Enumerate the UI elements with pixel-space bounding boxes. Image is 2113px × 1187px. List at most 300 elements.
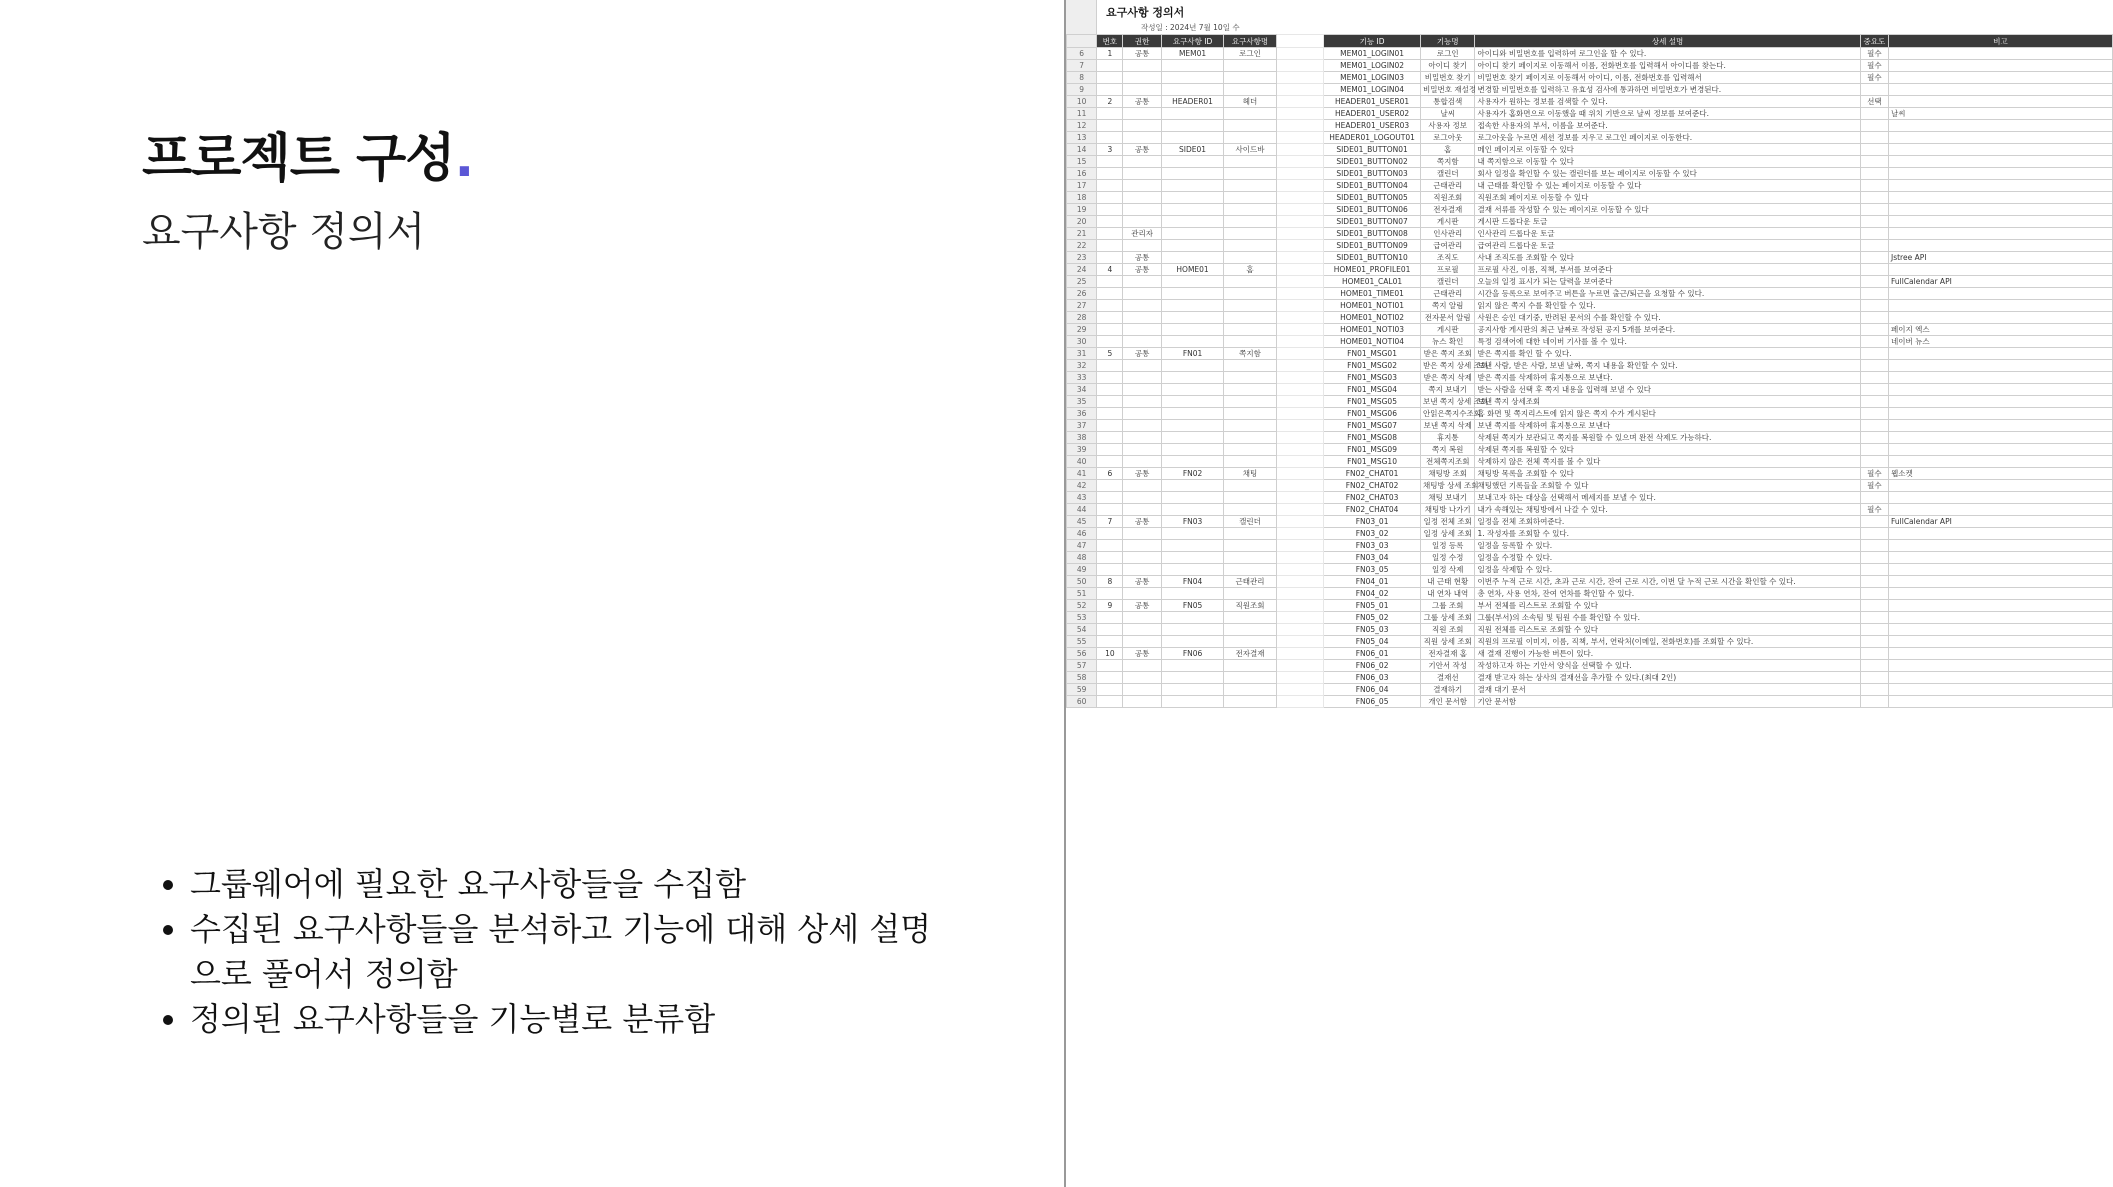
table-cell — [1161, 168, 1224, 180]
table-cell — [1889, 588, 2113, 600]
table-cell — [1860, 552, 1888, 564]
table-cell — [1161, 396, 1224, 408]
spacer-cell — [1276, 444, 1323, 456]
table-row — [1067, 252, 2113, 264]
table-cell — [1161, 360, 1224, 372]
table-cell: 공통 — [1123, 348, 1161, 360]
table-cell: 사용자가 홈화면으로 이동했을 때 위치 기반으로 날씨 정보를 보여준다. — [1475, 108, 1860, 120]
row-number-cell: 21 — [1067, 228, 1097, 240]
table-cell — [1860, 336, 1888, 348]
table-cell: Jstree API — [1889, 252, 2113, 264]
table-row — [1067, 432, 2113, 444]
table-cell — [1860, 108, 1888, 120]
table-row — [1067, 372, 2113, 384]
row-number-cell: 31 — [1067, 348, 1097, 360]
table-cell: FN03_01 — [1324, 516, 1421, 528]
table-cell: 직원의 프로필 이미지, 이름, 직책, 부서, 연락처(이메일, 전화번호)를 조회할 수 있다. — [1475, 636, 1860, 648]
spacer-cell — [1276, 120, 1323, 132]
column-header: 중요도 — [1860, 35, 1888, 48]
table-cell — [1097, 660, 1123, 672]
table-cell: HOME01_CAL01 — [1324, 276, 1421, 288]
table-cell: FN02_CHAT04 — [1324, 504, 1421, 516]
table-row — [1067, 228, 2113, 240]
row-number-cell: 36 — [1067, 408, 1097, 420]
table-cell — [1889, 120, 2113, 132]
table-cell — [1123, 192, 1161, 204]
table-cell: 받은 쪽지를 확인 할 수 있다. — [1475, 348, 1860, 360]
table-cell — [1161, 60, 1224, 72]
table-cell — [1123, 696, 1161, 708]
table-cell: FN06 — [1161, 648, 1224, 660]
table-cell — [1161, 528, 1224, 540]
table-cell — [1860, 276, 1888, 288]
table-cell — [1889, 696, 2113, 708]
table-cell: 보낸 쪽지를 삭제하여 휴지통으로 보낸다 — [1475, 420, 1860, 432]
table-cell — [1860, 228, 1888, 240]
table-cell — [1161, 552, 1224, 564]
spacer-cell — [1276, 408, 1323, 420]
table-cell: 뉴스 확인 — [1421, 336, 1475, 348]
row-number-cell: 11 — [1067, 108, 1097, 120]
table-cell — [1224, 636, 1276, 648]
table-cell: 쪽지 보내기 — [1421, 384, 1475, 396]
table-cell: 받은 쪽지 조회 — [1421, 348, 1475, 360]
table-cell — [1224, 192, 1276, 204]
row-number-cell: 37 — [1067, 420, 1097, 432]
table-cell — [1123, 672, 1161, 684]
table-row — [1067, 108, 2113, 120]
spacer-cell — [1276, 672, 1323, 684]
table-row — [1067, 336, 2113, 348]
row-number-cell: 44 — [1067, 504, 1097, 516]
table-cell — [1123, 564, 1161, 576]
row-number-cell: 53 — [1067, 612, 1097, 624]
row-number-cell: 43 — [1067, 492, 1097, 504]
table-cell — [1123, 312, 1161, 324]
table-cell: 7 — [1097, 516, 1123, 528]
table-cell — [1097, 672, 1123, 684]
table-cell — [1097, 192, 1123, 204]
table-row — [1067, 60, 2113, 72]
table-cell: 캘린더 — [1421, 168, 1475, 180]
spacer-cell — [1276, 288, 1323, 300]
table-cell: 10 — [1097, 648, 1123, 660]
table-cell — [1224, 444, 1276, 456]
table-cell — [1123, 636, 1161, 648]
row-number-cell: 17 — [1067, 180, 1097, 192]
table-cell — [1860, 120, 1888, 132]
spacer-cell — [1276, 456, 1323, 468]
table-header-row — [1067, 35, 2113, 48]
table-cell: FN01_MSG08 — [1324, 432, 1421, 444]
table-cell — [1889, 312, 2113, 324]
table-cell — [1097, 612, 1123, 624]
table-cell — [1860, 216, 1888, 228]
table-row — [1067, 456, 2113, 468]
table-cell — [1860, 300, 1888, 312]
table-row — [1067, 540, 2113, 552]
spacer-cell — [1276, 132, 1323, 144]
table-cell — [1097, 504, 1123, 516]
table-cell — [1889, 168, 2113, 180]
table-cell — [1097, 552, 1123, 564]
table-cell: 통합검색 — [1421, 96, 1475, 108]
table-cell — [1224, 684, 1276, 696]
row-number-cell: 42 — [1067, 480, 1097, 492]
table-cell — [1161, 108, 1224, 120]
table-row — [1067, 312, 2113, 324]
table-cell — [1161, 156, 1224, 168]
table-cell: 프로필 사진, 이름, 직책, 부서를 보여준다 — [1475, 264, 1860, 276]
table-cell: 보낸 쪽지 상세조회 — [1475, 396, 1860, 408]
table-cell — [1860, 516, 1888, 528]
table-cell — [1161, 492, 1224, 504]
table-cell: SIDE01_BUTTON03 — [1324, 168, 1421, 180]
table-cell — [1889, 684, 2113, 696]
table-cell — [1123, 84, 1161, 96]
table-cell — [1860, 492, 1888, 504]
table-cell — [1860, 600, 1888, 612]
table-cell — [1224, 360, 1276, 372]
row-number-cell: 40 — [1067, 456, 1097, 468]
table-cell: 직원 상세 조회 — [1421, 636, 1475, 648]
table-cell — [1097, 696, 1123, 708]
spacer-cell — [1276, 168, 1323, 180]
table-cell: 내 근태 현황 — [1421, 576, 1475, 588]
slide-subtitle: 요구사항 정의서 — [142, 209, 426, 256]
sheet-date: 작성일 : 2024년 7월 10일 수 — [1141, 23, 1240, 32]
spacer-cell — [1276, 276, 1323, 288]
table-cell — [1161, 300, 1224, 312]
table-cell — [1161, 588, 1224, 600]
table-row — [1067, 612, 2113, 624]
table-cell — [1161, 216, 1224, 228]
table-cell: 비밀번호 찾기 페이지로 이동해서 아이디, 이름, 전화번호를 입력해서 — [1475, 72, 1860, 84]
table-cell — [1161, 120, 1224, 132]
spacer-cell — [1276, 576, 1323, 588]
table-row — [1067, 516, 2113, 528]
table-cell — [1123, 420, 1161, 432]
table-cell: 내 근태를 확인할 수 있는 페이지로 이동할 수 있다 — [1475, 180, 1860, 192]
table-cell — [1889, 72, 2113, 84]
table-cell — [1889, 504, 2113, 516]
table-cell: 조직도 — [1421, 252, 1475, 264]
table-cell: 로그아웃을 누르면 세션 정보를 지우고 로그인 페이지로 이동한다. — [1475, 132, 1860, 144]
table-cell — [1889, 348, 2113, 360]
row-number-cell: 26 — [1067, 288, 1097, 300]
table-cell: 네이버 뉴스 — [1889, 336, 2113, 348]
table-cell: FN01_MSG04 — [1324, 384, 1421, 396]
table-cell: 채팅 — [1224, 468, 1276, 480]
table-cell: 로그아웃 — [1421, 132, 1475, 144]
table-cell — [1123, 624, 1161, 636]
table-cell: 결재 서류를 작성할 수 있는 페이지로 이동할 수 있다 — [1475, 204, 1860, 216]
table-cell: FN06_02 — [1324, 660, 1421, 672]
table-cell — [1224, 240, 1276, 252]
table-cell: 공지사항 게시판의 최근 날짜로 작성된 공지 5개를 보여준다. — [1475, 324, 1860, 336]
table-cell — [1097, 132, 1123, 144]
row-number-cell: 27 — [1067, 300, 1097, 312]
row-number-cell: 59 — [1067, 684, 1097, 696]
table-cell: 일정 상세 조회 — [1421, 528, 1475, 540]
table-cell — [1889, 288, 2113, 300]
table-row — [1067, 636, 2113, 648]
table-cell — [1123, 156, 1161, 168]
table-cell: 게시판 드롭다운 토글 — [1475, 216, 1860, 228]
table-cell: 보낸 쪽지 상세 조회 — [1421, 396, 1475, 408]
table-cell — [1097, 120, 1123, 132]
table-cell — [1097, 336, 1123, 348]
bullet-list — [160, 862, 940, 1042]
table-cell — [1224, 696, 1276, 708]
table-cell: MEM01 — [1161, 48, 1224, 60]
table-cell — [1161, 480, 1224, 492]
table-cell — [1224, 432, 1276, 444]
table-cell — [1224, 276, 1276, 288]
table-cell: 직원조회 페이지로 이동할 수 있다 — [1475, 192, 1860, 204]
table-cell: HEADER01 — [1161, 96, 1224, 108]
table-cell — [1889, 264, 2113, 276]
table-cell: 2 — [1097, 96, 1123, 108]
table-cell — [1161, 456, 1224, 468]
table-cell: FN03_05 — [1324, 564, 1421, 576]
table-cell: 채팅방 목록을 조회할 수 있다 — [1475, 468, 1860, 480]
table-row — [1067, 348, 2113, 360]
table-cell: 공통 — [1123, 600, 1161, 612]
row-number-cell: 10 — [1067, 96, 1097, 108]
row-number-cell: 35 — [1067, 396, 1097, 408]
table-cell — [1889, 240, 2113, 252]
table-cell: 개인 문서함 — [1421, 696, 1475, 708]
table-cell — [1161, 228, 1224, 240]
row-number-cell: 41 — [1067, 468, 1097, 480]
table-cell — [1224, 120, 1276, 132]
spacer-cell — [1276, 192, 1323, 204]
table-cell — [1860, 588, 1888, 600]
row-number-cell: 9 — [1067, 84, 1097, 96]
table-cell: 관리자 — [1123, 228, 1161, 240]
spacer-cell — [1276, 480, 1323, 492]
table-cell — [1224, 672, 1276, 684]
table-cell: 날씨 — [1889, 108, 2113, 120]
table-cell — [1889, 528, 2113, 540]
table-cell: 필수 — [1860, 504, 1888, 516]
table-cell — [1860, 396, 1888, 408]
table-cell: 받은 쪽지를 삭제하여 휴지통으로 보낸다. — [1475, 372, 1860, 384]
row-number-cell: 47 — [1067, 540, 1097, 552]
slide-title: 프로젝트 구성. — [142, 129, 474, 189]
table-cell — [1224, 660, 1276, 672]
table-cell: 채팅 보내기 — [1421, 492, 1475, 504]
table-cell: FN03_04 — [1324, 552, 1421, 564]
row-header-strip — [1066, 0, 1097, 34]
spacer-cell — [1276, 48, 1323, 60]
table-cell: SIDE01 — [1161, 144, 1224, 156]
table-cell: 전체쪽지조회 — [1421, 456, 1475, 468]
table-cell — [1161, 444, 1224, 456]
table-cell — [1860, 612, 1888, 624]
table-cell — [1161, 180, 1224, 192]
spacer-cell — [1276, 636, 1323, 648]
table-row — [1067, 384, 2113, 396]
table-row — [1067, 480, 2113, 492]
spacer-cell — [1276, 660, 1323, 672]
row-number-cell: 14 — [1067, 144, 1097, 156]
table-cell — [1224, 180, 1276, 192]
table-cell: 로그인 — [1224, 48, 1276, 60]
table-cell — [1123, 588, 1161, 600]
table-cell — [1860, 360, 1888, 372]
table-cell: 비밀번호 찾기 — [1421, 72, 1475, 84]
spacer-cell — [1276, 516, 1323, 528]
table-cell: 보내고자 하는 대상을 선택해서 메세지를 보낼 수 있다. — [1475, 492, 1860, 504]
spacer-cell — [1276, 528, 1323, 540]
table-cell: 결재하기 — [1421, 684, 1475, 696]
table-cell: 보낸 사람, 받은 사람, 보낸 날짜, 쪽지 내용을 확인할 수 있다. — [1475, 360, 1860, 372]
table-cell — [1224, 168, 1276, 180]
table-row — [1067, 564, 2113, 576]
spacer-cell — [1276, 324, 1323, 336]
table-cell — [1123, 276, 1161, 288]
table-cell: 이번주 누적 근로 시간, 초과 근로 시간, 잔여 근로 시간, 이번 달 누적 근로 시간을 확인할 수 있다. — [1475, 576, 1860, 588]
table-cell: 기안서 작성 — [1421, 660, 1475, 672]
table-cell: 사이드바 — [1224, 144, 1276, 156]
table-cell: SIDE01_BUTTON10 — [1324, 252, 1421, 264]
table-cell — [1889, 648, 2113, 660]
table-cell — [1224, 504, 1276, 516]
table-cell — [1224, 108, 1276, 120]
table-cell: 직원 전체를 리스트로 조회할 수 있다 — [1475, 624, 1860, 636]
table-cell — [1097, 420, 1123, 432]
table-cell — [1097, 288, 1123, 300]
table-row — [1067, 156, 2113, 168]
table-cell: SIDE01_BUTTON09 — [1324, 240, 1421, 252]
bullet-item: • 수집된 요구사항들을 분석하고 기능에 대해 상세 설명으로 풀어서 정의함 — [190, 907, 940, 997]
table-cell — [1097, 276, 1123, 288]
table-cell — [1889, 480, 2113, 492]
table-row — [1067, 492, 2113, 504]
table-cell — [1889, 564, 2113, 576]
table-cell — [1097, 396, 1123, 408]
row-number-cell: 49 — [1067, 564, 1097, 576]
table-cell: 홈 — [1224, 264, 1276, 276]
table-cell — [1097, 180, 1123, 192]
table-cell: HOME01_PROFILE01 — [1324, 264, 1421, 276]
table-cell: 채팅방 조회 — [1421, 468, 1475, 480]
table-cell: 휴지통 — [1421, 432, 1475, 444]
table-cell — [1123, 492, 1161, 504]
table-cell — [1097, 444, 1123, 456]
table-cell — [1123, 480, 1161, 492]
table-cell — [1097, 360, 1123, 372]
table-cell: 필수 — [1860, 48, 1888, 60]
table-cell: 일정을 전체 조회하여준다. — [1475, 516, 1860, 528]
table-cell — [1860, 288, 1888, 300]
table-cell: 공통 — [1123, 48, 1161, 60]
table-cell — [1161, 540, 1224, 552]
spacer-cell — [1276, 588, 1323, 600]
table-cell — [1224, 552, 1276, 564]
table-cell — [1123, 660, 1161, 672]
table-row — [1067, 324, 2113, 336]
table-cell — [1097, 228, 1123, 240]
table-cell — [1161, 84, 1224, 96]
table-cell: 비밀번호 재설정 — [1421, 84, 1475, 96]
table-cell: HOME01_NOTI03 — [1324, 324, 1421, 336]
spacer-cell — [1276, 504, 1323, 516]
table-cell: 웹소켓 — [1889, 468, 2113, 480]
table-cell — [1097, 540, 1123, 552]
table-row — [1067, 672, 2113, 684]
table-cell — [1097, 684, 1123, 696]
table-cell — [1097, 108, 1123, 120]
table-row — [1067, 144, 2113, 156]
spacer-cell — [1276, 612, 1323, 624]
row-number-cell: 34 — [1067, 384, 1097, 396]
table-cell: 안읽은쪽지수조회 — [1421, 408, 1475, 420]
table-cell: 급여관리 — [1421, 240, 1475, 252]
table-cell: 필수 — [1860, 480, 1888, 492]
table-cell: 그룹 상세 조회 — [1421, 612, 1475, 624]
spacer-cell — [1276, 312, 1323, 324]
table-cell — [1860, 660, 1888, 672]
table-cell: 직원조회 — [1421, 192, 1475, 204]
table-cell — [1161, 240, 1224, 252]
table-cell: FN01_MSG01 — [1324, 348, 1421, 360]
spacer-cell — [1276, 240, 1323, 252]
table-cell — [1123, 456, 1161, 468]
table-cell — [1224, 84, 1276, 96]
table-cell — [1161, 504, 1224, 516]
table-cell — [1123, 120, 1161, 132]
table-row — [1067, 576, 2113, 588]
row-number-cell: 60 — [1067, 696, 1097, 708]
table-cell: FN04_02 — [1324, 588, 1421, 600]
table-cell: FN06_04 — [1324, 684, 1421, 696]
table-cell: 새 결재 진행이 가능한 버튼이 있다. — [1475, 648, 1860, 660]
spacer-cell — [1276, 360, 1323, 372]
table-cell — [1224, 132, 1276, 144]
row-number-cell: 30 — [1067, 336, 1097, 348]
table-cell — [1224, 372, 1276, 384]
table-cell: FN01_MSG06 — [1324, 408, 1421, 420]
table-cell — [1161, 624, 1224, 636]
table-cell: 회사 일정을 확인할 수 있는 캘린더를 보는 페이지로 이동할 수 있다 — [1475, 168, 1860, 180]
spacer-cell — [1276, 540, 1323, 552]
table-cell — [1097, 564, 1123, 576]
table-cell — [1860, 312, 1888, 324]
table-cell — [1097, 204, 1123, 216]
table-cell: 근태관리 — [1421, 288, 1475, 300]
table-cell: 아이디 찾기 페이지로 이동해서 이름, 전화번호를 입력해서 아이디를 찾는다. — [1475, 60, 1860, 72]
table-row — [1067, 72, 2113, 84]
table-cell: 캘린더 — [1224, 516, 1276, 528]
table-cell — [1889, 396, 2113, 408]
table-row — [1067, 444, 2113, 456]
table-cell — [1161, 72, 1224, 84]
table-cell — [1097, 636, 1123, 648]
column-header: 상세 설명 — [1475, 35, 1860, 48]
table-cell — [1161, 276, 1224, 288]
table-cell — [1123, 204, 1161, 216]
table-cell — [1161, 384, 1224, 396]
table-cell — [1889, 612, 2113, 624]
table-cell — [1860, 432, 1888, 444]
table-cell: 쪽지 알림 — [1421, 300, 1475, 312]
table-cell — [1860, 444, 1888, 456]
table-body — [1067, 48, 2113, 708]
table-cell — [1860, 156, 1888, 168]
